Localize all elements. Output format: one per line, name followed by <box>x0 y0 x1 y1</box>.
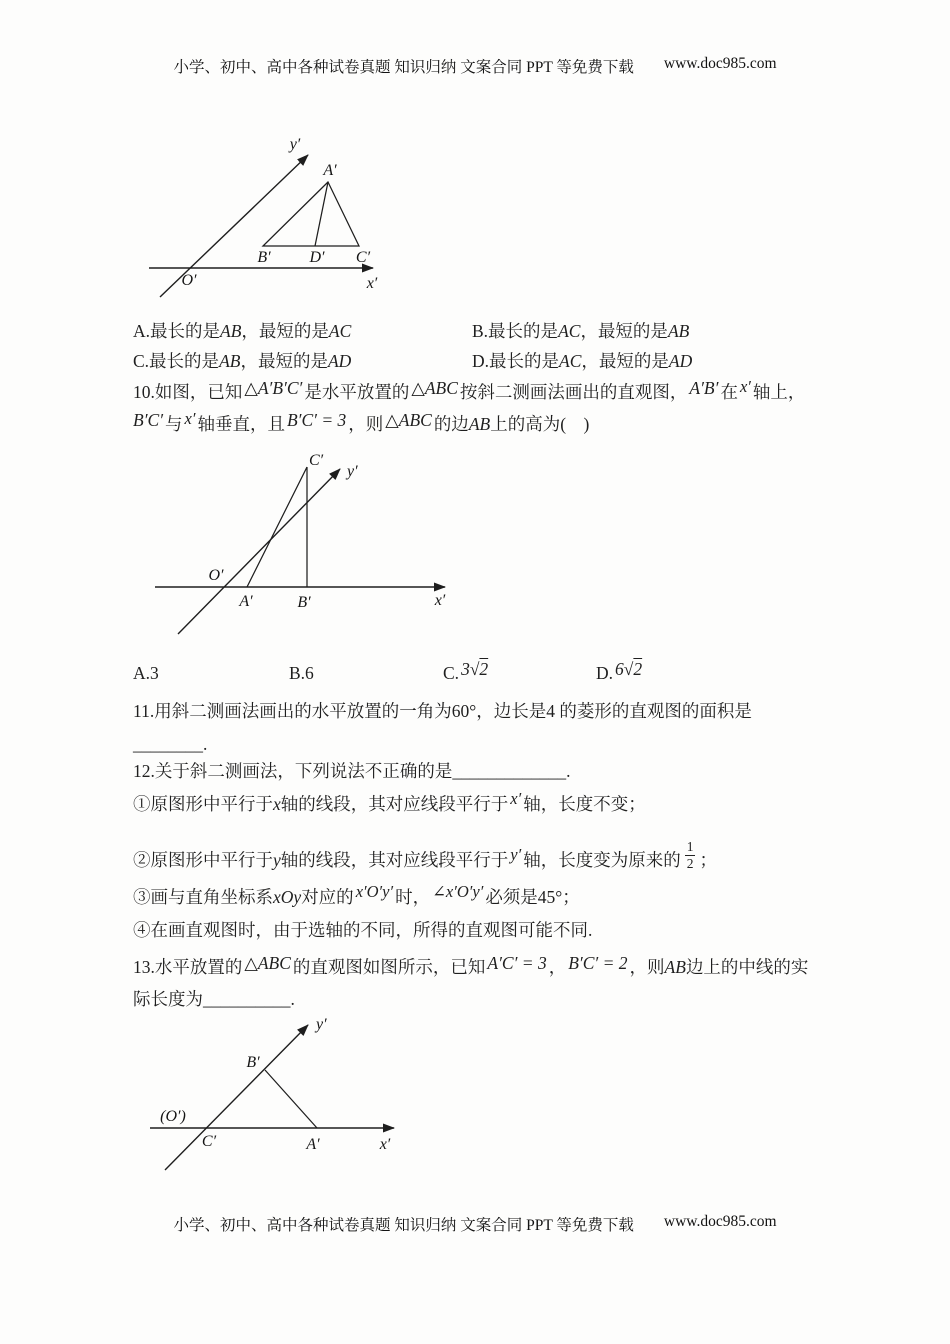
y-axis-label: y′ <box>347 463 358 480</box>
option-b: B.最长的是AC，最短的是AB <box>472 321 690 341</box>
origin-label: (O′) <box>160 1108 186 1125</box>
statement-4: ④在画直观图时，由于选轴的不同，所得的直观图可能不同. <box>133 920 593 940</box>
vertex-c-label: C′ <box>309 452 324 469</box>
question-10-text-line2: B′C′ 与 x′ 轴垂直，且 B′C′ = 3 ，则 △ABC 的边AB上的高为( ) <box>133 409 590 434</box>
y-axis-label: y′ <box>289 136 301 153</box>
vertex-b-label: B′ <box>297 594 311 611</box>
page-header <box>0 55 950 77</box>
option-b: B.6 <box>289 663 314 683</box>
option-c: C.最长的是AB，最短的是AD <box>133 351 352 371</box>
x-axis-label: x′ <box>434 592 446 609</box>
question-13-text-line1: 13.水平放置的 △ABC 的直观图如图所示，已知 A′C′ = 3 ， B′C′ = 2 ，则AB边上的中线的实 <box>133 953 809 977</box>
statement-1: ①原图形中平行于x轴的线段，其对应线段平行于 x′ 轴，长度不变； <box>133 789 646 814</box>
header-url: www.doc985.com <box>663 55 777 72</box>
question-11-text-line1: 11.用斜二测画法画出的水平放置的一角为60°，边长是4 的菱形的直观图的面积是 <box>133 701 752 721</box>
figure-q9-diagram <box>140 116 460 311</box>
option-d: D. 6√2 <box>596 659 643 683</box>
option-d: D.最长的是AC，最短的是AD <box>472 351 693 371</box>
x-axis-label: x′ <box>379 1136 391 1153</box>
footer-slogan: 小学、初中、高中各种试卷真题 知识归纳 文案合同 PPT 等免费下载 <box>173 1217 634 1234</box>
vertex-b-label: B′ <box>246 1054 260 1071</box>
question-13-text-line2: 际长度为__________. <box>133 989 295 1009</box>
option-c: C. 3√2 <box>443 659 489 683</box>
vertex-a-label: A′ <box>323 162 337 179</box>
vertex-b-label: B′ <box>257 249 271 266</box>
page-footer <box>0 1213 950 1235</box>
figure-q13-diagram <box>145 1012 405 1184</box>
origin-label: O′ <box>181 272 197 289</box>
vertex-c-label: C′ <box>201 1133 217 1150</box>
option-a: A.3 <box>133 663 159 683</box>
statement-3: ③画与直角坐标系xOy对应的 x′O′y′ 时， ∠x′O′y′ 必须是45°； <box>133 882 580 907</box>
y-axis <box>165 1025 308 1170</box>
y-axis-label: y′ <box>316 1016 327 1033</box>
footer-url: www.doc985.com <box>663 1213 777 1230</box>
segment-ac <box>247 467 307 587</box>
vertex-a-label: A′ <box>239 593 253 610</box>
median-segment <box>315 182 328 246</box>
figure-q10-diagram <box>150 452 460 647</box>
option-a: A.最长的是AB，最短的是AC <box>133 321 352 341</box>
origin-label: O′ <box>208 567 224 584</box>
y-axis <box>178 469 340 634</box>
question-12-text: 12.关于斜二测画法，下列说法不正确的是_____________. <box>133 761 571 781</box>
segment-ba <box>265 1070 317 1128</box>
vertex-a-label: A′ <box>306 1136 320 1153</box>
point-d-label: D′ <box>309 249 325 266</box>
header-slogan: 小学、初中、高中各种试卷真题 知识归纳 文案合同 PPT 等免费下载 <box>173 59 634 76</box>
question-10-text-line1: 10.如图，已知 △A′B′C′ 是水平放置的 △ABC 按斜二测画法画出的直观图， A′B′ 在 x′ 轴上， <box>133 377 806 402</box>
x-axis-label: x′ <box>366 275 378 292</box>
triangle-outline <box>263 182 359 246</box>
question-11-answer-blank: ________. <box>133 734 208 754</box>
statement-2: ②原图形中平行于y轴的线段，其对应线段平行于 y′ 轴，长度变为原来的 $\frac{1}{2}$ ； <box>133 839 717 871</box>
vertex-c-label: C′ <box>355 249 371 266</box>
